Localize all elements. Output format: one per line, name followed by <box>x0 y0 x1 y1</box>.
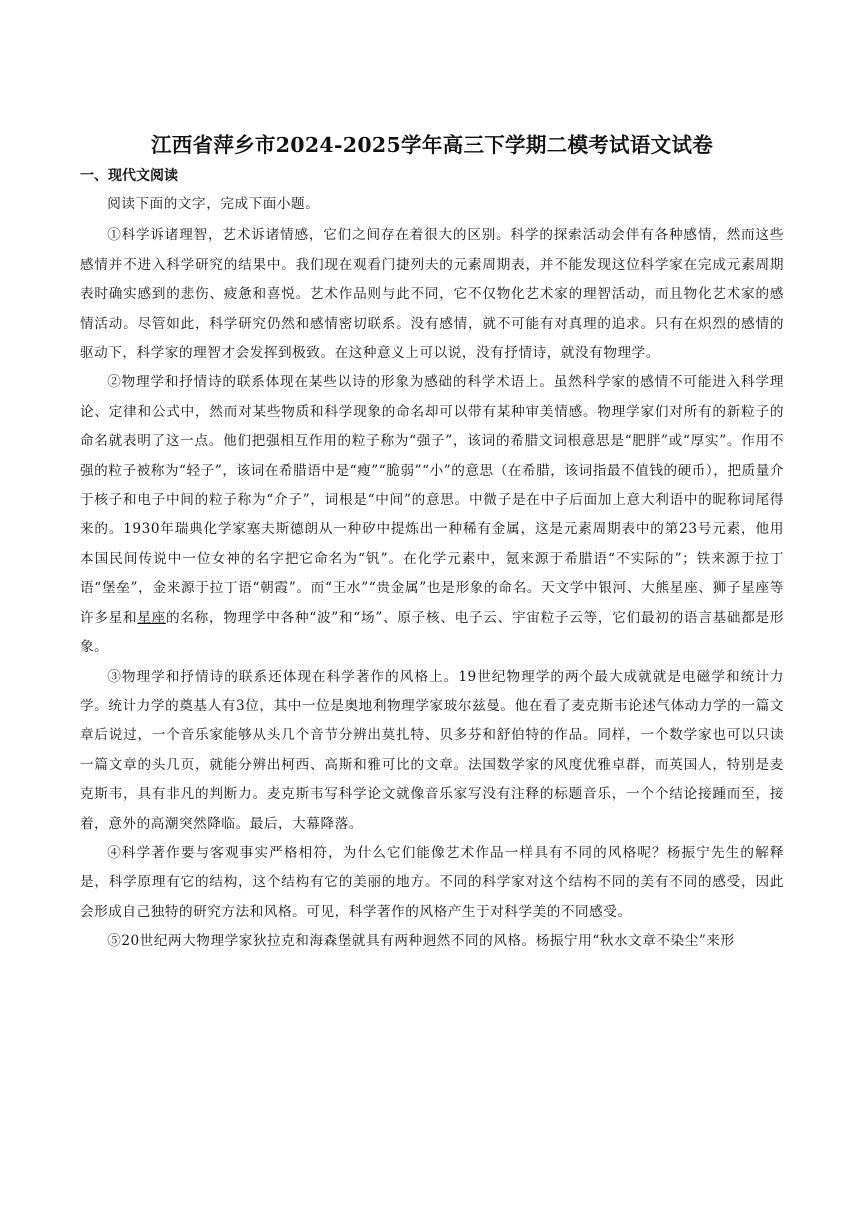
paragraph-4: ④科学著作要与客观事实严格相符，为什么它们能像艺术作品一样具有不同的风格呢？杨振宁先生的解释是，科学原理有它的结构，这个结构有它的美丽的地方。不同的科学家对这个结构不同的美有不同的感受，因此会形成自己独特的研究方法和风格。可见，科学著作的风格产生于对科学美的不同感受。 <box>80 844 784 920</box>
underlined-term: 星座 <box>137 609 166 626</box>
paragraph-2-text: ②物理学和抒情诗的联系体现在某些以诗的形象为感础的科学术语上。虽然科学家的感情不可能进入科学理论、定律和公式中，然而对某些物质和科学现象的命名却可以带有某种审美情感。物理学家们对所有的新粒子的命名就表明了这一点。他们把强相互作用的粒子称为“强子”，该词的希腊文词根意思是“肥胖”或“厚实”。作用不强的粒子被称为“轻子”，该词在希腊语中是“瘦”“脆弱”“小”的意思（在希腊，该词指最不值钱的硬币），把质量介于核子和电子中间的粒子称为“介子”，词根是“中间”的意思。中微子是在中子后面加上意大利语中的昵称词尾得来的。1930年瑞典化学家塞夫斯德朗从一种矽中提炼出一种稀有金属，这是元素周期表中的第23号元素，他用本国民间传说中一位女神的名字把它命名为“钒”。在化学元素中，氪来源于希腊语“不实际的”；铁来源于拉丁语“堡垒”，金来源于拉丁语“朝霞”。而“王水”“贵金属”也是形象的命名。天文学中银河、大熊星座、狮子星座等许多星和 <box>80 374 784 626</box>
paragraph-2 <box>80 368 784 662</box>
reading-instruction: 阅读下面的文字，完成下面小题。 <box>107 196 320 212</box>
paragraph-1: ①科学诉诸理智，艺术诉诸情感，它们之间存在着很大的区别。科学的探索活动会伴有各种感情，然而这些感情并不进入科学研究的结果中。我们现在观看门捷列夫的元素周期表，并不能发现这位科学家在完成元素周期表时确实感到的悲伤、疲惫和喜悦。艺术作品则与此不同，它不仅物化艺术家的理智活动，而且物化艺术家的感情活动。尽管如此，科学研究仍然和感情密切联系。没有感情，就不可能有对真理的追求。只有在炽烈的感情的驱动下，科学家的理智才会发挥到极致。在这种意义上可以说，没有抒情诗，就没有物理学。 <box>80 227 784 362</box>
paragraph-2-tail: 的名称，物理学中各种“波”和“场”、原子核、电子云、宇宙粒子云等，它们最初的语言基础都是形象。 <box>80 609 785 656</box>
exam-title: 江西省萍乡市2024-2025学年高三下学期二模考试语文试卷 <box>150 133 714 157</box>
section-heading: 一、现代文阅读 <box>80 168 178 184</box>
paragraph-3: ③物理学和抒情诗的联系还体现在科学著作的风格上。19世纪物理学的两个最大成就就是电磁学和统计力学。统计力学的奠基人有3位，其中一位是奥地利物理学家玻尔兹曼。他在看了麦克斯韦论述气体动力学的一篇文章后说过，一个音乐家能够从头几个音节分辨出莫扎特、贝多芬和舒伯特的作品。同样，一个数学家也可以只读一篇文章的头几页，就能分辨出柯西、高斯和雅可比的文章。法国数学家的风度优雅卓群，而英国人，特别是麦克斯韦，具有非凡的判断力。麦克斯韦写科学论文就像音乐家写没有注释的标题音乐，一个个结论接踵而至，接着，意外的高潮突然降临。最后，大幕降落。 <box>80 668 784 832</box>
paragraph-5: ⑤20世纪两大物理学家狄拉克和海森堡就具有两种迥然不同的风格。杨振宁用“秋水文章不染尘”来形 <box>107 933 735 950</box>
